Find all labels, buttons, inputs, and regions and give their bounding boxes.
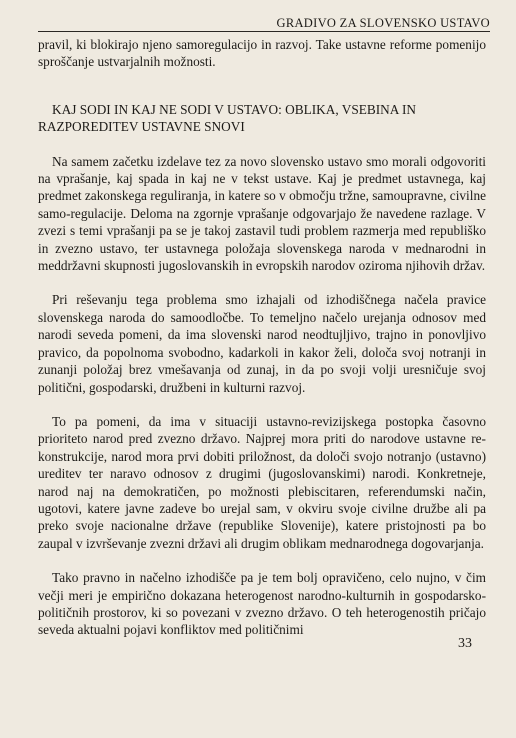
section-heading: KAJ SODI IN KAJ NE SODI V USTAVO: OBLIKA, VSEBINA IN RAZPOREDITEV USTAVNE SNOVI (38, 101, 417, 135)
paragraph-3: To pa pomeni, da ima v situaciji ustavno-revizijskega postopka časovno prioriteto narod pred zvezno državo. Najprej mora priti do narodove ustavne re-konstrukcije, narod mora prvi dobiti priložnost, da določi svojo notranjo (ustavno) ureditev ter naravo odnosov z drugimi (jugoslovanskimi) narodi. Konkretneje, narod naj na demokratičen, po možnosti plebiscitaren, referendumski način, ugotovi, katere javne zadeve bo urejal sam, v okviru svoje civilne družbe ali pa preko svoje nacionalne države (republike Slovenije), katere pristojnosti pa bo zaupal v izvrševanje zvezni državi ali drugim oblikam mednarodnega dogovarjanja. (38, 413, 486, 551)
continuation-paragraph: pravil, ki blokirajo njeno samoregulacijo in razvoj. Take ustavne reforme pomenijo sproščanje ustvarjalnih možnosti. (38, 37, 486, 70)
running-title: GRADIVO ZA SLOVENSKO USTAVO (276, 16, 490, 30)
running-header (38, 12, 490, 32)
header-rule (38, 31, 490, 32)
page-number: 33 (458, 636, 472, 651)
body-text (38, 36, 486, 639)
paragraph-1: Na samem začetku izdelave tez za novo slovensko ustavo smo morali odgovoriti na vprašanje, kaj spada in kaj ne v tekst ustave. Kaj je predmet ustavnega, kaj predmet zakonskega reguliranja, in katere so v območju tržne, samoupravne, civilne samo-regulacije. Deloma na zgornje vprašanje odgovarjajo že navedene razlage. V zvezi s temi vprašanji pa se je takoj zastavil tudi problem razmerja med republiško in zvezno ustavo, ter ustavnega položaja slovenskega naroda v mednarodni in meddržavni skupnosti jugoslovanskih in evropskih narodov oziroma njihovih držav. (38, 153, 486, 274)
paragraph-4: Tako pravno in načelno izhodišče pa je tem bolj opravičeno, celo nujno, v čim večji meri je empirično dokazana heterogenost narodno-kulturnih in gospodarsko-političnih prostorov, ki so povezani v zvezno državo. O teh heterogenostih pričajo seveda aktualni pojavi konfliktov med političnimi (38, 570, 486, 638)
paragraph-2: Pri reševanju tega problema smo izhajali od izhodiščnega načela pravice slovenskega naroda do samoodločbe. To temeljno načelo urejanja odnosov med narodi seveda pomeni, da ima slovenski narod neodtujljivo, trajno in ponovljivo pravico, da popolnoma svobodno, kadarkoli in kakor želi, določa svoj notranji in zunanji položaj brez vmešavanja od zunaj, in da po svoji volji uresničuje svoj politični, gospodarski, družbeni in kulturni razvoj. (38, 292, 486, 395)
